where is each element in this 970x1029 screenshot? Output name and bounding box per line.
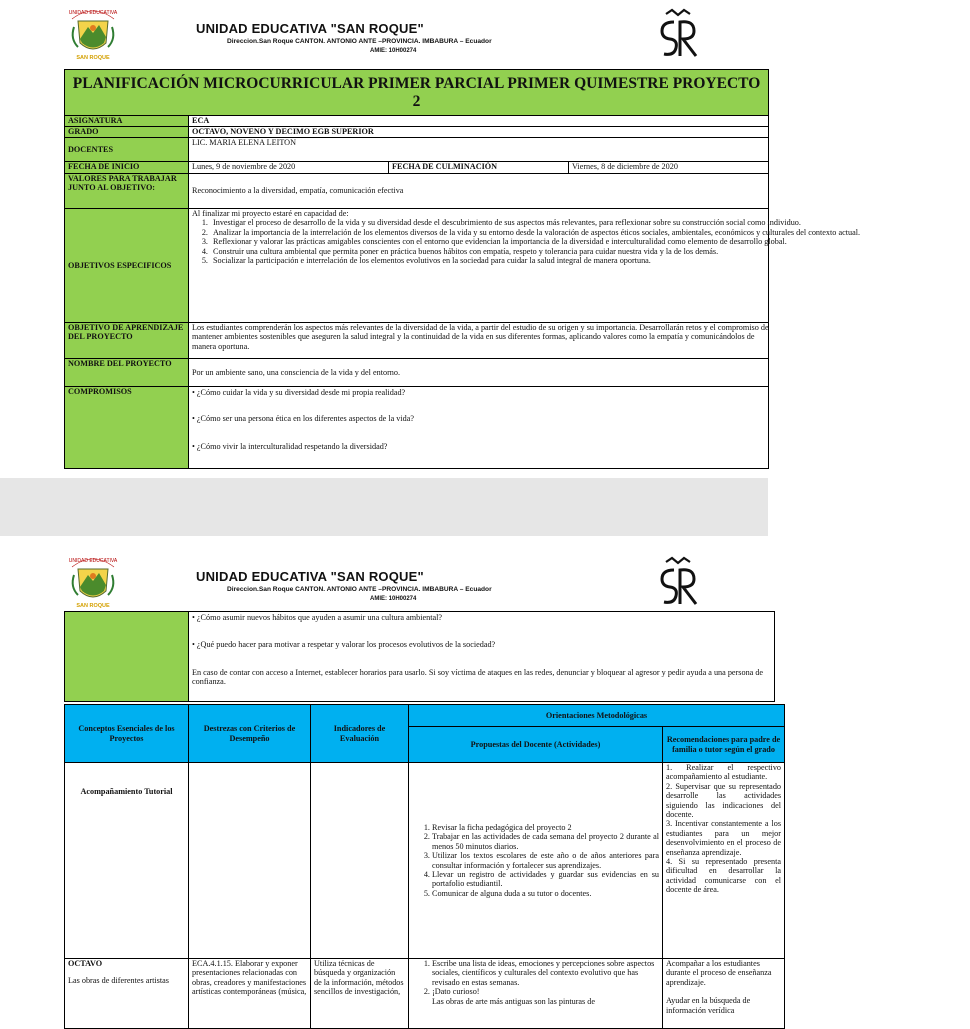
- compromisos-continuation-table: [64, 611, 775, 702]
- propuesta-item: 4. Llevar un registro de actividades y guardar sus evidencias en su portafolio estudiantil.: [432, 870, 659, 889]
- col-propuestas: Propuestas del Docente (Actividades): [409, 727, 663, 763]
- methodology-table: [64, 704, 785, 1029]
- internet-note: En caso de contar con acceso a Internet, establecer horarios para usarlo. Si soy víctima de ataques en las redes, denunciar y bloquear al agresor y pedir ayuda a una persona de confianza.: [192, 667, 764, 687]
- docentes-label: DOCENTES: [65, 138, 189, 162]
- logo-text-bottom: SAN ROQUE: [76, 55, 110, 61]
- acompanamiento-recomendaciones: [663, 763, 785, 959]
- recomendacion-item: 3. Incentivar constantemente a los estudiantes para un mejor desenvolvimiento en el proceso de enseñanza aprendizaje.: [666, 819, 782, 857]
- objetivos-value: [189, 209, 861, 323]
- compromiso-text: ¿Cómo cuidar la vida y su diversidad desde mi propia realidad?: [196, 388, 406, 397]
- objetivo-item: 1. Investigar el proceso de desarrollo de la vida y su diversidad desde el descubrimiento de sus aspectos más relevantes, para reflexionar sobre su construcción social como individuo.: [210, 218, 970, 227]
- school-amie: AMIE: 10H00274: [370, 48, 417, 54]
- objetivo-aprendizaje-text: Los estudiantes comprenderán los aspectos más relevantes de la diversidad de la vida, a partir del estudio de su origen y su importancia. Desarrollarán retos y el compromiso de mantener ambientes sostenibles que aseguren la salud integral y la continuidad de la vida en sus diferentes formas, aplicando valores como la empatía y comunicándolos de manera oportuna.: [192, 323, 769, 351]
- compromiso-item: • ¿Cómo ser una persona ética en los diferentes aspectos de la vida?: [192, 414, 415, 424]
- grado-value: OCTAVO, NOVENO Y DECIMO EGB SUPERIOR: [189, 127, 769, 138]
- school-amie: AMIE: 10H00274: [370, 596, 417, 602]
- acompanamiento-title: Acompañamiento Tutorial: [65, 763, 189, 959]
- compromiso-item: • ¿Qué puedo hacer para motivar a respetar y valorar los procesos evolutivos de la sociedad?: [192, 640, 496, 650]
- propuesta-item: 3. Utilizar los textos escolares de este año o de años anteriores para consultar información y fortalecer sus aprendizajes.: [432, 851, 659, 870]
- propuesta-item: 1. Escribe una lista de ideas, emociones y percepciones sobre aspectos sociales, científicos y culturales del contexto evolutivo que has revisado en estas semanas.: [432, 959, 659, 987]
- octavo-destreza: ECA.4.1.15. Elaborar y exponer presentaciones relacionadas con obras, creadores y manifestaciones artísticas contemporáneas (música,: [189, 959, 311, 1029]
- compromiso-text: ¿Cómo asumir nuevos hábitos que ayuden a asumir una cultura ambiental?: [196, 613, 443, 622]
- compromiso-item: • ¿Cómo asumir nuevos hábitos que ayuden a asumir una cultura ambiental?: [192, 613, 443, 622]
- compromiso-item: • ¿Cómo vivir la interculturalidad respetando la diversidad?: [192, 441, 388, 451]
- octavo-subtitle: Las obras de diferentes artistas: [68, 976, 169, 986]
- school-title: UNIDAD EDUCATIVA "SAN ROQUE": [196, 21, 424, 36]
- asignatura-value: ECA: [189, 116, 769, 127]
- objetivo-aprendizaje-label: OBJETIVO DE APRENDIZAJE DEL PROYECTO: [65, 323, 189, 359]
- school-logo-icon: [66, 5, 120, 63]
- objetivo-item: 3. Reflexionar y valorar las prácticas amigables conscientes con el entorno que evidencian la importancia de la diversidad e interculturalidad como elemento de desarrollo global.: [210, 237, 970, 246]
- school-address: Direccion.San Roque CANTON. ANTONIO ANTE –PROVINCIA. IMBABURA – Ecuador: [227, 586, 492, 593]
- recomendacion-item: 2. Supervisar que su representado desarrolle las actividades siguiendo las indicaciones del docente.: [666, 781, 782, 820]
- school-address: Direccion.San Roque CANTON. ANTONIO ANTE –PROVINCIA. IMBABURA – Ecuador: [227, 38, 492, 45]
- recomendacion-item: 1. Realizar el respectivo acompañamiento al estudiante.: [666, 763, 782, 782]
- sr-monogram-icon: [652, 554, 704, 610]
- compromiso-text: ¿Qué puedo hacer para motivar a respetar y valorar los procesos evolutivos de la sociedad?: [196, 640, 496, 650]
- recomendacion-item: 4. Si su representado presenta dificultad en desarrollar la actividad comunicarse con el docente de área.: [666, 857, 782, 895]
- school-logo-icon: [66, 553, 120, 611]
- logo-text-top: UNIDAD EDUCATIVA: [68, 10, 118, 16]
- acompanamiento-propuestas: [409, 763, 663, 959]
- octavo-propuestas: [409, 959, 663, 1029]
- objetivo-aprendizaje-value: [189, 323, 769, 359]
- objetivo-item: 5. Socializar la participación e interrelación de los elementos evolutivos en la sociedad para cuidar la salud integral de manera oportuna.: [210, 256, 970, 265]
- propuesta-item: 2. ¡Dato curioso!: [432, 987, 659, 996]
- recomendacion-item: Acompañar a los estudiantes durante el proceso de enseñanza aprendizaje.: [666, 959, 772, 987]
- acompanamiento-destrezas: [189, 763, 311, 959]
- propuestas-list: [412, 823, 659, 898]
- compromiso-text: ¿Cómo ser una persona ética en los diferentes aspectos de la vida?: [196, 414, 415, 424]
- asignatura-label: ASIGNATURA: [65, 116, 189, 127]
- valores-value: Reconocimiento a la diversidad, empatía, comunicación efectiva: [189, 174, 769, 209]
- school-title: UNIDAD EDUCATIVA "SAN ROQUE": [196, 569, 424, 584]
- acompanamiento-indicadores: [311, 763, 409, 959]
- page-title: PLANIFICACIÓN MICROCURRICULAR PRIMER PARCIAL PRIMER QUIMESTRE PROYECTO 2: [65, 70, 769, 116]
- grado-label: GRADO: [65, 127, 189, 138]
- nombre-value: Por un ambiente sano, una consciencia de la vida y del entorno.: [189, 359, 769, 387]
- propuesta-item: 2. Trabajar en las actividades de cada semana del proyecto 2 durante al menos 50 minutos diarios.: [432, 832, 659, 851]
- col-orientaciones: Orientaciones Metodológicas: [409, 705, 785, 727]
- compromisos-cont-value: [189, 612, 775, 702]
- octavo-indicador: Utiliza técnicas de búsqueda y organización de la información, métodos sencillos de investigación,: [311, 959, 409, 1029]
- col-indicadores: Indicadores de Evaluación: [311, 705, 409, 763]
- octavo-propuestas-list: [412, 959, 659, 997]
- page-gap: [0, 478, 768, 536]
- objetivos-intro: Al finalizar mi proyecto estaré en capacidad de:: [192, 209, 349, 218]
- page-header: [0, 0, 768, 70]
- sr-monogram-icon: [652, 6, 704, 62]
- valores-label: VALORES PARA TRABAJAR JUNTO AL OBJETIVO:: [65, 174, 189, 209]
- fecha-inicio-label: FECHA DE INICIO: [65, 162, 189, 174]
- logo-text-bottom: SAN ROQUE: [76, 603, 110, 609]
- page-2: [0, 536, 782, 1024]
- objetivos-list: [192, 218, 970, 265]
- docentes-value: LIC. MARIA ELENA LEITON: [189, 138, 769, 162]
- compromiso-item: • ¿Cómo cuidar la vida y su diversidad desde mi propia realidad?: [192, 388, 406, 397]
- octavo-title: OCTAVO: [68, 959, 103, 968]
- page-1: [0, 0, 861, 478]
- propuesta-item: 5. Comunicar de alguna duda a su tutor o docentes.: [432, 889, 659, 898]
- propuesta-item: 1. Revisar la ficha pedagógica del proyecto 2: [432, 823, 659, 832]
- objetivo-item: 4. Construir una cultura ambiental que permita poner en práctica buenos hábitos con empatía, respeto y tolerancia para cuidar nuestra vida y la de los demás.: [210, 247, 970, 256]
- octavo-cell: [65, 959, 189, 1029]
- recomendacion-item: Ayudar en la búsqueda de información verídica: [666, 996, 751, 1015]
- col-recomendaciones: Recomendaciones para padre de familia o tutor según el grado: [663, 727, 785, 763]
- objetivo-item: 2. Analizar la importancia de la interrelación de los elementos diversos de la vida y su entorno desde la valoración de aspectos éticos sociales, ambientales, económicos y culturales del contexto actual.: [210, 228, 970, 237]
- col-conceptos: Conceptos Esenciales de los Proyectos: [65, 705, 189, 763]
- col-destrezas: Destrezas con Criterios de Desempeño: [189, 705, 311, 763]
- compromisos-label: COMPROMISOS: [65, 387, 189, 469]
- objetivos-label: OBJETIVOS ESPECIFICOS: [65, 209, 189, 323]
- nombre-label: NOMBRE DEL PROYECTO: [65, 359, 189, 387]
- fecha-culminacion-value: Viernes, 8 de diciembre de 2020: [569, 162, 769, 174]
- compromisos-label-cont: [65, 612, 189, 702]
- propuesta-continuation: Las obras de arte más antiguas son las pinturas de: [432, 996, 596, 1006]
- octavo-recomendaciones: [663, 959, 785, 1029]
- compromisos-value: [189, 387, 769, 469]
- fecha-culminacion-label: FECHA DE CULMINACIÓN: [389, 162, 569, 174]
- compromiso-text: ¿Cómo vivir la interculturalidad respetando la diversidad?: [196, 441, 388, 451]
- fecha-inicio-value: Lunes, 9 de noviembre de 2020: [189, 162, 389, 174]
- page-header: [0, 548, 768, 618]
- logo-text-top: UNIDAD EDUCATIVA: [68, 558, 118, 564]
- planning-table: [64, 69, 861, 469]
